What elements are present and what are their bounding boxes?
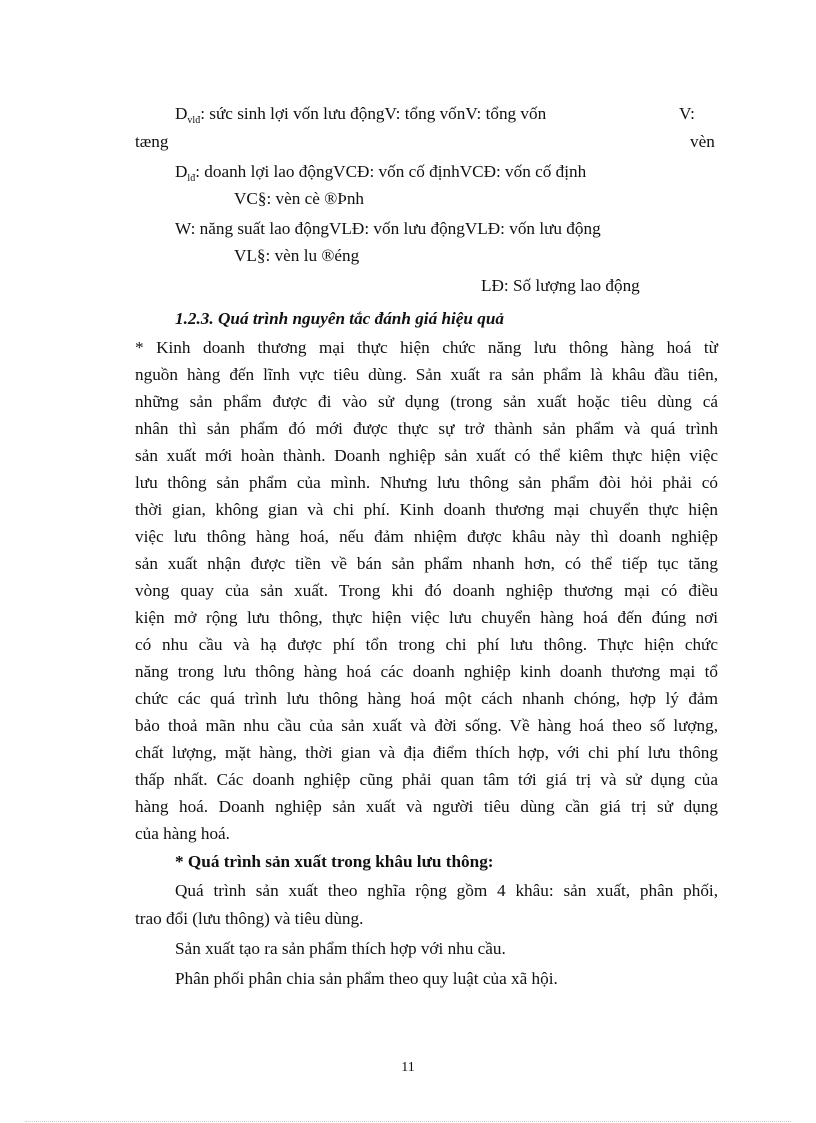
definition-text: : sức sinh lợi vốn lưu độngV: tổng vốnV: tổng vốn (200, 104, 547, 123)
paragraph-1-line: thời gian, không gian và chi phí. Kinh doanh thương mại chuyển thực hiện (135, 500, 718, 519)
paragraph-2-line: trao đổi (lưu thông) và tiêu dùng. (135, 909, 364, 928)
paragraph-1-line: * Kinh doanh thương mại thực hiện chức năng lưu thông hàng hoá từ (135, 338, 718, 357)
paragraph-1-line: lưu thông sản phẩm của mình. Nhưng lưu thông sản phẩm đòi hỏi phải có (135, 473, 718, 492)
definition-line-2-left: tæng (135, 132, 169, 151)
paragraph-1-line: chức các quá trình lưu thông hàng hoá một cách nhanh chóng, hợp lý đảm (135, 689, 718, 708)
definition-line-6: VL§: vèn lu ®éng (234, 246, 360, 265)
paragraph-1-line: hàng hoá. Doanh nghiệp sản xuất và người tiêu dùng cần giá trị sử dụng (135, 797, 718, 816)
paragraph-1-line: nguồn hàng đến lĩnh vực tiêu dùng. Sản xuất ra sản phẩm là khâu đầu tiên, (135, 365, 718, 384)
subheading: * Quá trình sản xuất trong khâu lưu thông: (175, 852, 494, 871)
paragraph-1-line: bảo thoả mãn nhu cầu của sản xuất và đời sống. Về hàng hoá theo số lượng, (135, 716, 718, 735)
paragraph-1-line: vòng quay của sản xuất. Trong khi đó doanh nghiệp thương mại có điều (135, 581, 718, 600)
page-number: 11 (401, 1060, 415, 1075)
paragraph-1-line: thấp nhất. Các doanh nghiệp cũng phải quan tâm tới giá trị và sử dụng của (135, 770, 718, 789)
symbol-d: D (175, 162, 188, 181)
paragraph-1-line: có nhu cầu và hạ được phí tổn trong chi phí lưu thông. Thực hiện chức (135, 635, 718, 654)
paragraph-1-line: năng trong lưu thông hàng hoá các doanh nghiệp kinh doanh thương mại tổ (135, 662, 718, 681)
paragraph-1-line: nhân thì sản phẩm đó mới được thực sự trở thành sản phẩm và quá trình (135, 419, 718, 438)
definition-line-2-right: vèn (690, 132, 715, 151)
section-heading: 1.2.3. Quá trình nguyên tắc đánh giá hiệu quả (175, 309, 505, 328)
definition-line-5: W: năng suất lao độngVLĐ: vốn lưu độngVLĐ: vốn lưu động (175, 219, 601, 238)
definition-text: : doanh lợi lao độngVCĐ: vốn cố địnhVCĐ: vốn cố định (195, 162, 587, 181)
definition-line-4: VC§: vèn cè ®Þnh (234, 189, 365, 208)
paragraph-1-line: sản xuất nhận được tiền về bán sản phẩm nhanh hơn, có thể tiếp tục tăng (135, 554, 718, 573)
paragraph-2-line: Quá trình sản xuất theo nghĩa rộng gồm 4 khâu: sản xuất, phân phối, (175, 881, 718, 900)
paragraph-1-last-line: của hàng hoá. (135, 824, 230, 843)
definition-line-1-right: V: (679, 104, 695, 123)
paragraph-1-line: những sản phẩm được đi vào sử dụng (trong sản xuất hoặc tiêu dùng cá (135, 392, 718, 411)
paragraph-1-line: chất lượng, mặt hàng, thời gian và địa điểm thích hợp, với chi phí lưu thông (135, 743, 718, 762)
paragraph-3: Sản xuất tạo ra sản phẩm thích hợp với nhu cầu. (175, 939, 506, 958)
symbol-subscript: lđ (187, 173, 196, 184)
paragraph-4: Phân phối phân chia sản phẩm theo quy luật của xã hội. (175, 969, 558, 988)
symbol-subscript: vlđ (187, 115, 201, 126)
paragraph-1-line: việc lưu thông hàng hoá, nếu đảm nhiệm được khâu này thì doanh nghiệp (135, 527, 718, 546)
paragraph-1-line: kiện mở rộng lưu thông, thực hiện việc lưu chuyển hàng hoá đến đúng nơi (135, 608, 718, 627)
symbol-d: D (175, 104, 188, 123)
page-bottom-divider (25, 1121, 791, 1122)
definition-line-1 (175, 104, 546, 127)
paragraph-1-line: sản xuất mới hoàn thành. Doanh nghiệp sản xuất có thể kiêm thực hiện việc (135, 446, 718, 465)
definition-line-7: LĐ: Số lượng lao động (481, 276, 640, 295)
definition-line-3 (175, 162, 586, 185)
